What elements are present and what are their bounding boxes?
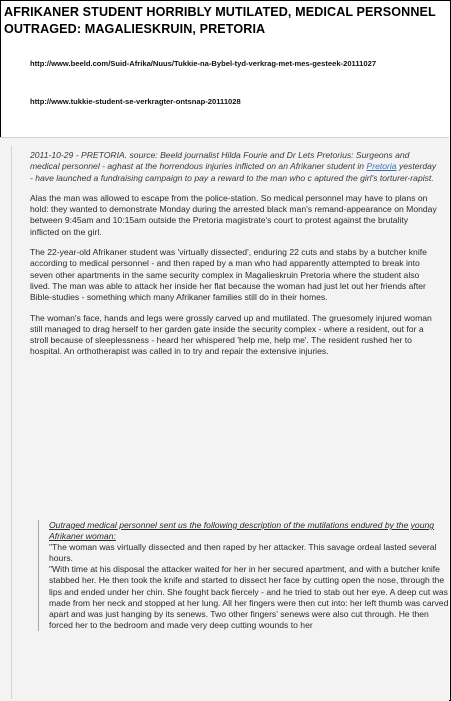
blockquote	[38, 520, 449, 631]
pretoria-link[interactable]: Pretoria	[366, 161, 397, 172]
headline: AFRIKANER STUDENT HORRIBLY MUTILATED, MEDICAL PERSONNEL OUTRAGED: MAGALIESKRUIN, PRETORIA	[4, 5, 436, 36]
source-link-beeld[interactable]: http://www.beeld.com/Suid-Afrika/Nuus/Tukkie-na-Bybel-tyd-verkrag-met-mes-gesteek-20111027	[30, 59, 377, 68]
quote-heading: Outraged medical personnel sent us the following description of the mutilations endured by the young Afrikaner woman:	[49, 520, 435, 542]
source-link-tukkie[interactable]: http://www.tukkie-student-se-verkragter-ontsnap-20111028	[30, 97, 241, 106]
quote-paragraph: "The woman was virtually dissected and then raped by her attacker. This savage ordeal lasted several hours.	[49, 542, 437, 564]
article-paragraph: Alas the man was allowed to escape from the police-station. So medical personnel may have to plans on hold: they wanted to demonstrate Monday during the arrested black man's remand-appearance on Monday between 9:45am and 10:15am outside the Pretoria magistrate's court to protest against the brutality inflicted on the girl.	[30, 192, 437, 237]
lead-text-after: yesterday - have launched a fundraising campaign to pay a reward to the man who c aptured the girl's torturer-rapist.	[30, 161, 437, 183]
quote-paragraph: "With time at his disposal the attacker waited for her in her secured apartment, and with a butcher knife stabbed her. He then took the knife and started to dissect her face by cutting open the nose, through the lips and ended under her chin. She fought back fiercely - and he tried to stab out her eye. A deep cut was made from her neck and stopped at her lung. All her fingers were then cut into: her left thumb was carved apart and was just hanging by its senews. Two other fingers' senews were also cut through. He then forced her to the bedroom and made very deep cutting wounds to her	[49, 564, 449, 630]
article-paragraph: The woman's face, hands and legs were grossly carved up and mutilated. The gruesomely injured woman still managed to drag herself to her garden gate inside the security complex - where a resident, out for a stroll because of sleeplessness - heard her whispered 'help me, help me'. The resident rushed her to hospital. An orthotherapist was called in to try and repair the extensive injuries.	[30, 312, 432, 357]
article-paragraph: The 22-year-old Afrikaner student was 'virtually dissected', enduring 22 cuts and stabs by a butcher knife according to medical personnel - and then raped by a man who had apparently attempted to break into seven other apartments in the same security complex in Magalieskruin Pretoria where the student also lived. The man was able to attack her inside her flat because the woman had just let out her friends after Bible-studies - something which many Afrikaner families still do in their homes.	[30, 247, 427, 303]
article-body	[30, 150, 438, 367]
lead-text-before: 2011-10-29 - PRETORIA. source: Beeld journalist Hilda Fourie and Dr Lets Pretorius: Surgeons and medical personnel - aghast at the horrendous injuries inflicted on an Afrikaner student in	[30, 150, 410, 172]
article-panel-border	[11, 146, 12, 699]
article-lead	[30, 150, 438, 184]
